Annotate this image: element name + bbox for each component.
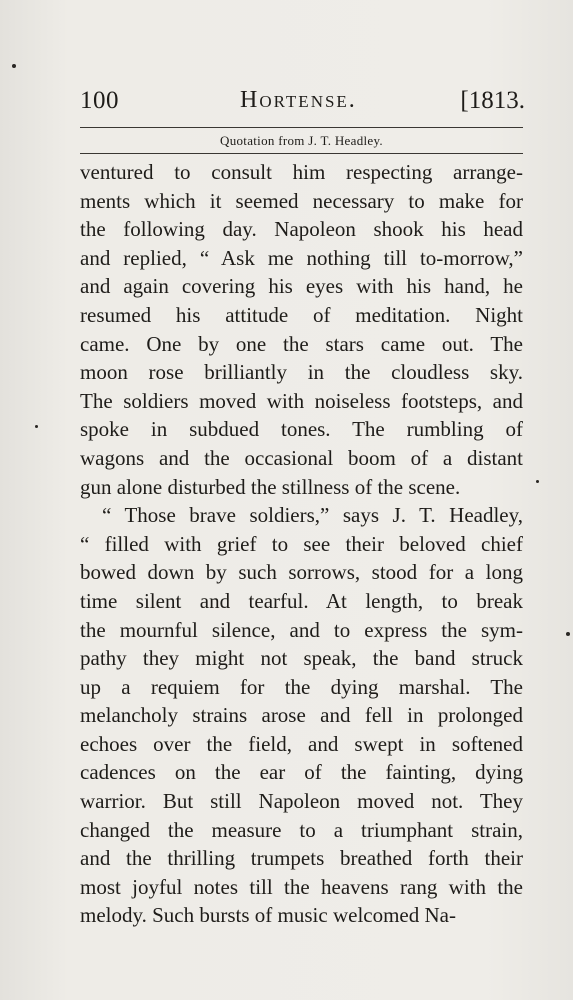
text-line: melancholy strains arose and fell in prolonged [80,703,523,728]
running-head [80,87,525,117]
print-speck [536,480,539,483]
text-line: melody. Such bursts of music welcomed Na- [80,903,456,928]
text-line: time silent and tearful. At length, to break [80,588,523,613]
text-line: changed the measure to a triumphant strain, [80,817,523,842]
year-mark: [1813. [460,87,525,114]
text-line: warrior. But still Napoleon moved not. They [80,789,523,814]
text-line: bowed down by such sorrows, stood for a long [80,560,523,585]
text-line: ments which it seemed necessary to make for [80,188,523,213]
text-line: and again covering his eyes with his hand, he [80,274,523,299]
text-line: up a requiem for the dying marshal. The [80,674,523,699]
text-line: cadences on the ear of the fainting, dying [80,760,523,785]
text-line: gun alone disturbed the stillness of the scene. [80,474,461,499]
text-line: The soldiers moved with noiseless footsteps, and [80,388,523,413]
text-line: echoes over the field, and swept in softened [80,731,523,756]
body-text [80,158,523,930]
text-line: the mournful silence, and to express the sym- [80,617,523,642]
text-line: and replied, “ Ask me nothing till to-morrow,” [80,245,523,270]
page-number: 100 [80,87,119,114]
text-line: pathy they might not speak, the band struck [80,646,523,671]
header-rule-bottom [80,153,523,154]
text-line: resumed his attitude of meditation. Night [80,302,523,327]
header-rule-top [80,127,523,128]
section-subheading: Quotation from J. T. Headley. [220,133,383,148]
print-speck [35,425,38,428]
text-line: moon rose brilliantly in the cloudless sky. [80,360,523,385]
print-speck [566,632,570,636]
text-line: ventured to consult him respecting arrange- [80,160,523,184]
print-speck [12,64,16,68]
text-line: and the thrilling trumpets breathed forth their [80,846,523,871]
text-line: came. One by one the stars came out. The [80,331,523,356]
book-title: Hortense. [240,87,357,113]
text-line: “ filled with grief to see their beloved chief [80,531,523,556]
text-line: spoke in subdued tones. The rumbling of [80,417,523,442]
text-line: the following day. Napoleon shook his head [80,217,523,242]
text-line: most joyful notes till the heavens rang with the [80,874,523,899]
text-line: “ Those brave soldiers,” says J. T. Headley, [102,503,523,528]
text-line: wagons and the occasional boom of a distant [80,445,523,470]
